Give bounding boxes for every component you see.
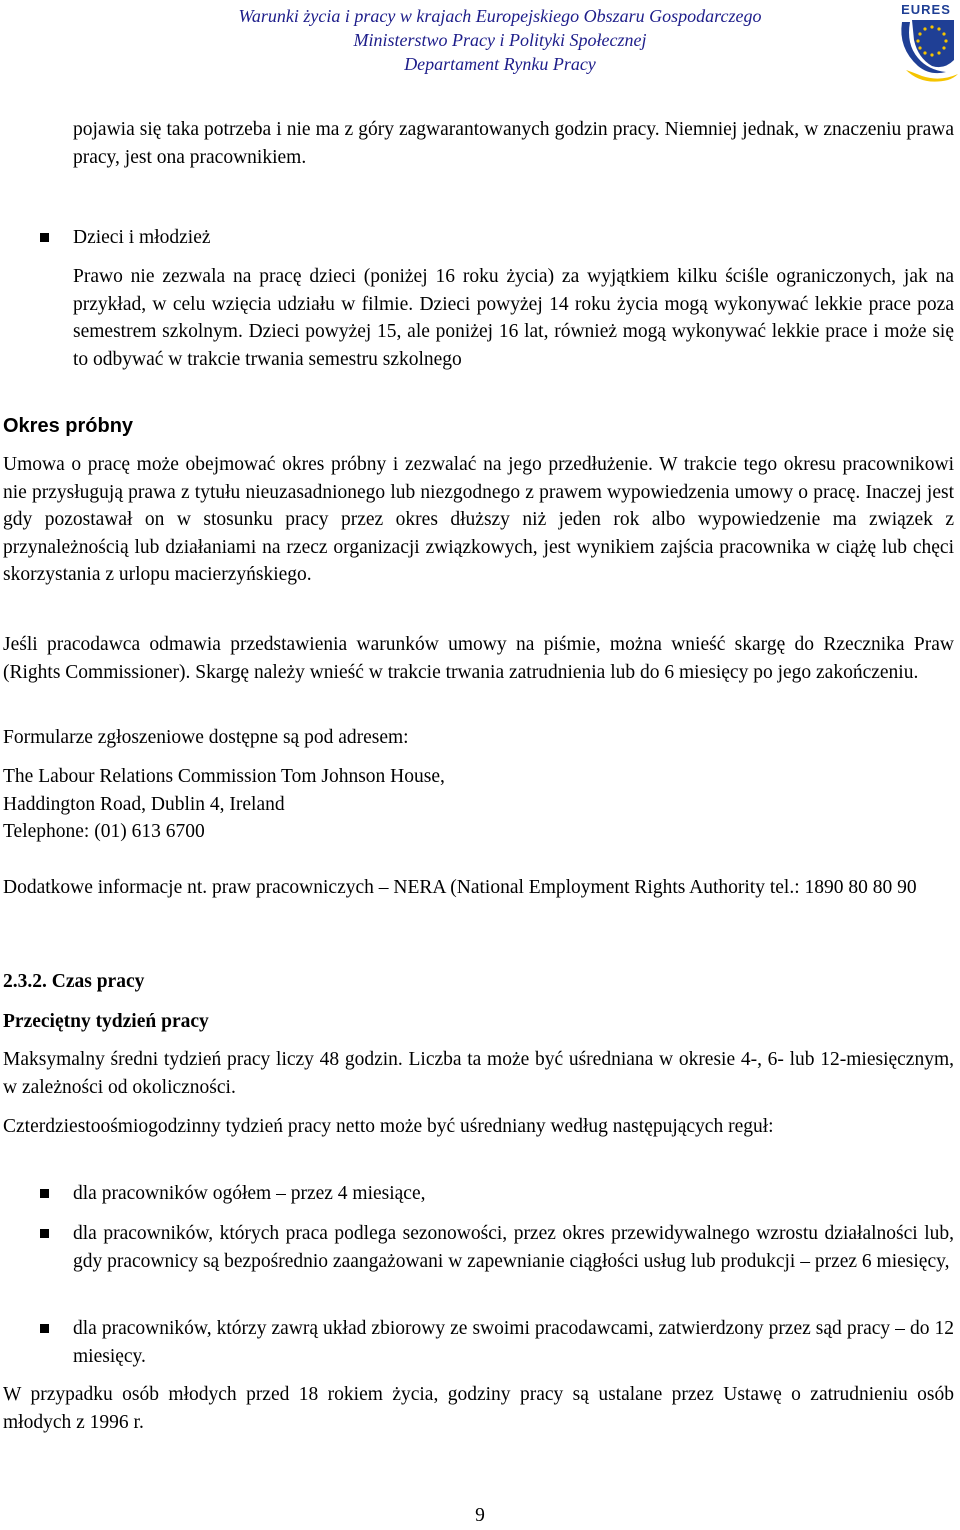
probation-paragraph-2: Jeśli pracodawca odmawia przedstawienia warunków umowy na piśmie, można wnieść skargę do Rzecznika Praw (Rights Commissioner). Skargę należy wnieść w trakcie trwania zatrudnienia lub do 6 miesięcy po jego zakończeniu. xyxy=(3,634,954,683)
header-line-2: Ministerstwo Pracy i Polityki Społecznej xyxy=(353,30,647,50)
eures-logo-text: EURES xyxy=(901,2,951,17)
section-paragraph-1: Maksymalny średni tydzień pracy liczy 48 godzin. Liczba ta może być uśredniana w okresie 4-, 6- lub 12-miesięcznym, w zależności od okoliczności. xyxy=(3,1049,954,1098)
bullet-marker xyxy=(40,233,49,242)
list-item: dla pracowników ogółem – przez 4 miesiące, xyxy=(73,1183,426,1204)
probation-paragraph-1: Umowa o pracę może obejmować okres próbny i zezwalać na jego przedłużenie. W trakcie tego okresu pracownikowi nie przysługują prawa z tytułu nieuzasadnionego lub niezgodnego z prawem wypowiedzenia umowy o pracę. Inaczej jest gdy pozostawał on w stosunku pracy przez okres dłuższy niż jeden rok albo wypowiedzenie ma związek z przynależnością lub działaniami na rzecz organizacji związkowych, jest wynikiem zajścia pracownika w ciążę lub chęci skorzystania z urlopu macierzyńskiego. xyxy=(3,454,954,585)
list-item: dla pracowników, którzy zawrą układ zbiorowy ze swoimi pracodawcami, zatwierdzony przez sąd pracy – do 12 miesięcy. xyxy=(73,1318,954,1367)
forms-line: Formularze zgłoszeniowe dostępne są pod adresem: xyxy=(3,727,409,748)
page-number: 9 xyxy=(475,1505,485,1526)
page-header xyxy=(150,4,850,76)
section-subheading: Przeciętny tydzień pracy xyxy=(3,1011,209,1032)
more-info-paragraph: Dodatkowe informacje nt. praw pracowniczych – NERA (National Employment Rights Authority tel.: 1890 80 80 90 xyxy=(3,877,917,898)
children-heading: Dzieci i młodzież xyxy=(73,227,211,248)
children-paragraph: Prawo nie zezwala na pracę dzieci (poniżej 16 roku życia) za wyjątkiem kilku ściśle ograniczonych, jak na przykład, w celu wzięcia udziału w filmie. Dzieci powyżej 14 roku życia mogą wykonywać lekkie prace poza semestrem szkolnym. Dzieci powyżej 15, ale poniżej 16 lat, również mogą wykonywać lekkie prace i może się to odbywać w trakcie trwania semestru szkolnego xyxy=(73,266,954,370)
address-line-1: The Labour Relations Commission Tom Johnson House, xyxy=(3,766,445,787)
header-line-3: Departament Rynku Pracy xyxy=(404,54,596,74)
intro-paragraph: pojawia się taka potrzeba i nie ma z góry zagwarantowanych godzin pracy. Niemniej jednak, w znaczeniu prawa pracy, jest ona pracownikiem. xyxy=(73,119,954,168)
address-line-2: Haddington Road, Dublin 4, Ireland xyxy=(3,794,285,815)
closing-paragraph: W przypadku osób młodych przed 18 rokiem życia, godziny pracy są ustalane przez Ustawę o zatrudnieniu osób młodych z 1996 r. xyxy=(3,1384,954,1433)
section-paragraph-2: Czterdziestoośmiogodzinny tydzień pracy netto może być uśredniany według następujących reguł: xyxy=(3,1116,774,1137)
probation-heading: Okres próbny xyxy=(3,415,134,437)
eures-logo xyxy=(888,0,960,88)
bullet-marker xyxy=(40,1189,49,1198)
section-heading: 2.3.2. Czas pracy xyxy=(3,971,145,992)
header-line-1: Warunki życia i pracy w krajach Europejskiego Obszaru Gospodarczego xyxy=(238,6,762,26)
bullet-marker xyxy=(40,1324,49,1333)
eures-logo-graphic xyxy=(888,0,960,88)
bullet-marker xyxy=(40,1229,49,1238)
address-line-3: Telephone: (01) 613 6700 xyxy=(3,821,205,842)
list-item: dla pracowników, których praca podlega sezonowości, przez okres przewidywalnego wzrostu działalności lub, gdy pracownicy są bezpośrednio zaangażowani w zapewnianie ciągłości usług lub produkcji – przez 6 miesięcy, xyxy=(73,1223,954,1272)
